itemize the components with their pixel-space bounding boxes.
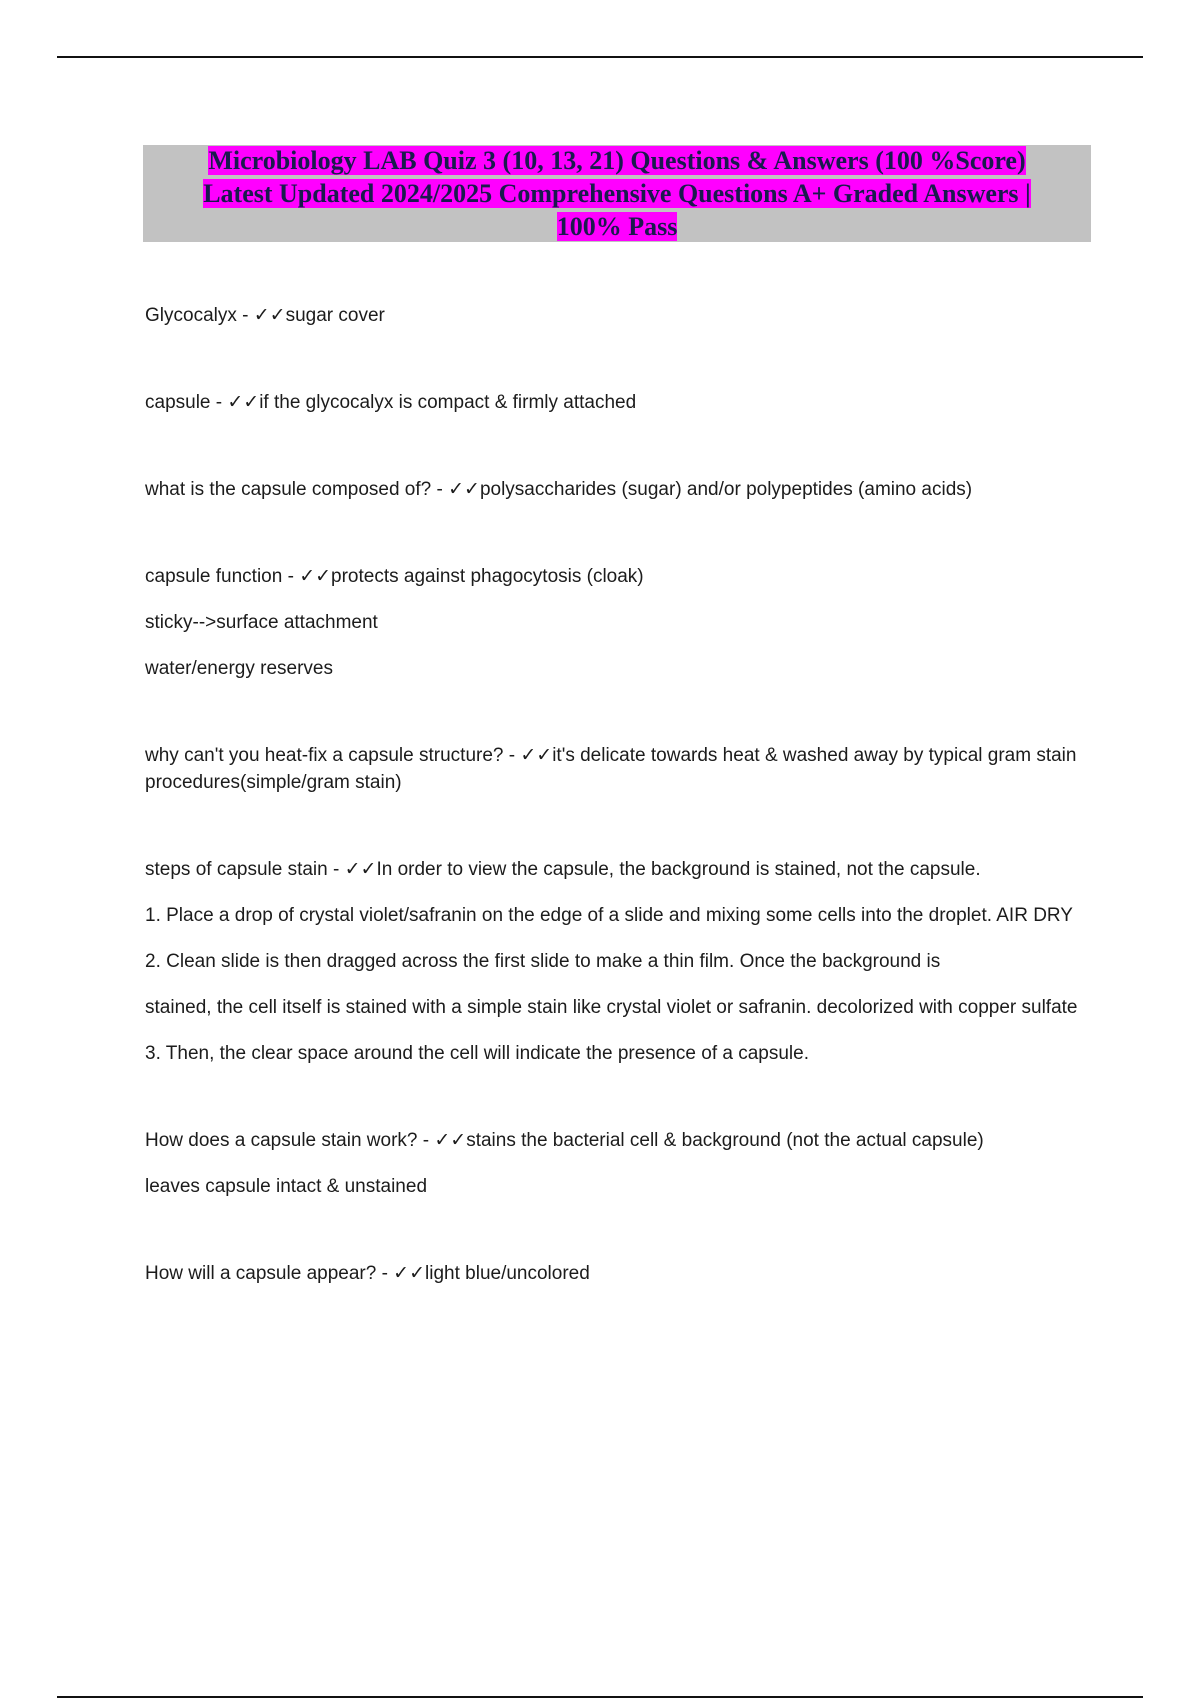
qa-answer-line: water/energy reserves xyxy=(145,658,333,679)
qa-question-answer: How does a capsule stain work? - ✓✓stains the bacterial cell & background (not the actual capsule) xyxy=(145,1130,984,1151)
qa-question-answer: How will a capsule appear? - ✓✓light blue/uncolored xyxy=(145,1263,590,1284)
qa-question-answer: why can't you heat-fix a capsule structure? - ✓✓it's delicate towards heat & washed away by typical gram stain procedures(simple/gram stain) xyxy=(145,745,1077,793)
qa-item xyxy=(145,476,1095,503)
qa-answer-line: 3. Then, the clear space around the cell will indicate the presence of a capsule. xyxy=(145,1043,809,1064)
qa-answer-line: stained, the cell itself is stained with a simple stain like crystal violet or safranin. decolorized with copper sulfate xyxy=(145,997,1078,1018)
title-line: 100% Pass xyxy=(556,212,678,241)
qa-answer-line: sticky-->surface attachment xyxy=(145,612,378,633)
qa-question-answer: capsule function - ✓✓protects against phagocytosis (cloak) xyxy=(145,566,644,587)
qa-question-answer: Glycocalyx - ✓✓sugar cover xyxy=(145,305,385,326)
qa-question-answer: what is the capsule composed of? - ✓✓polysaccharides (sugar) and/or polypeptides (amino acids) xyxy=(145,479,973,500)
qa-list xyxy=(145,302,1095,1347)
qa-item xyxy=(145,563,1095,682)
qa-item xyxy=(145,1127,1095,1200)
qa-item xyxy=(145,302,1095,329)
qa-question-answer: capsule - ✓✓if the glycocalyx is compact & firmly attached xyxy=(145,392,637,413)
qa-item xyxy=(145,742,1095,796)
document-title xyxy=(152,144,1082,243)
title-line: Latest Updated 2024/2025 Comprehensive Questions A+ Graded Answers | xyxy=(203,179,1031,208)
qa-answer-line: leaves capsule intact & unstained xyxy=(145,1176,428,1197)
qa-item xyxy=(145,856,1095,1067)
qa-question-answer: steps of capsule stain - ✓✓In order to view the capsule, the background is stained, not the capsule. xyxy=(145,859,981,880)
qa-answer-line: 1. Place a drop of crystal violet/safranin on the edge of a slide and mixing some cells into the droplet. AIR DRY xyxy=(145,905,1073,926)
footer-rule xyxy=(57,1696,1143,1698)
qa-answer-line: 2. Clean slide is then dragged across the first slide to make a thin film. Once the background is xyxy=(145,951,941,972)
title-banner xyxy=(143,145,1091,242)
qa-item xyxy=(145,389,1095,416)
title-line: Microbiology LAB Quiz 3 (10, 13, 21) Questions & Answers (100 %Score) xyxy=(208,146,1026,175)
header-rule xyxy=(57,56,1143,58)
qa-item xyxy=(145,1260,1095,1287)
